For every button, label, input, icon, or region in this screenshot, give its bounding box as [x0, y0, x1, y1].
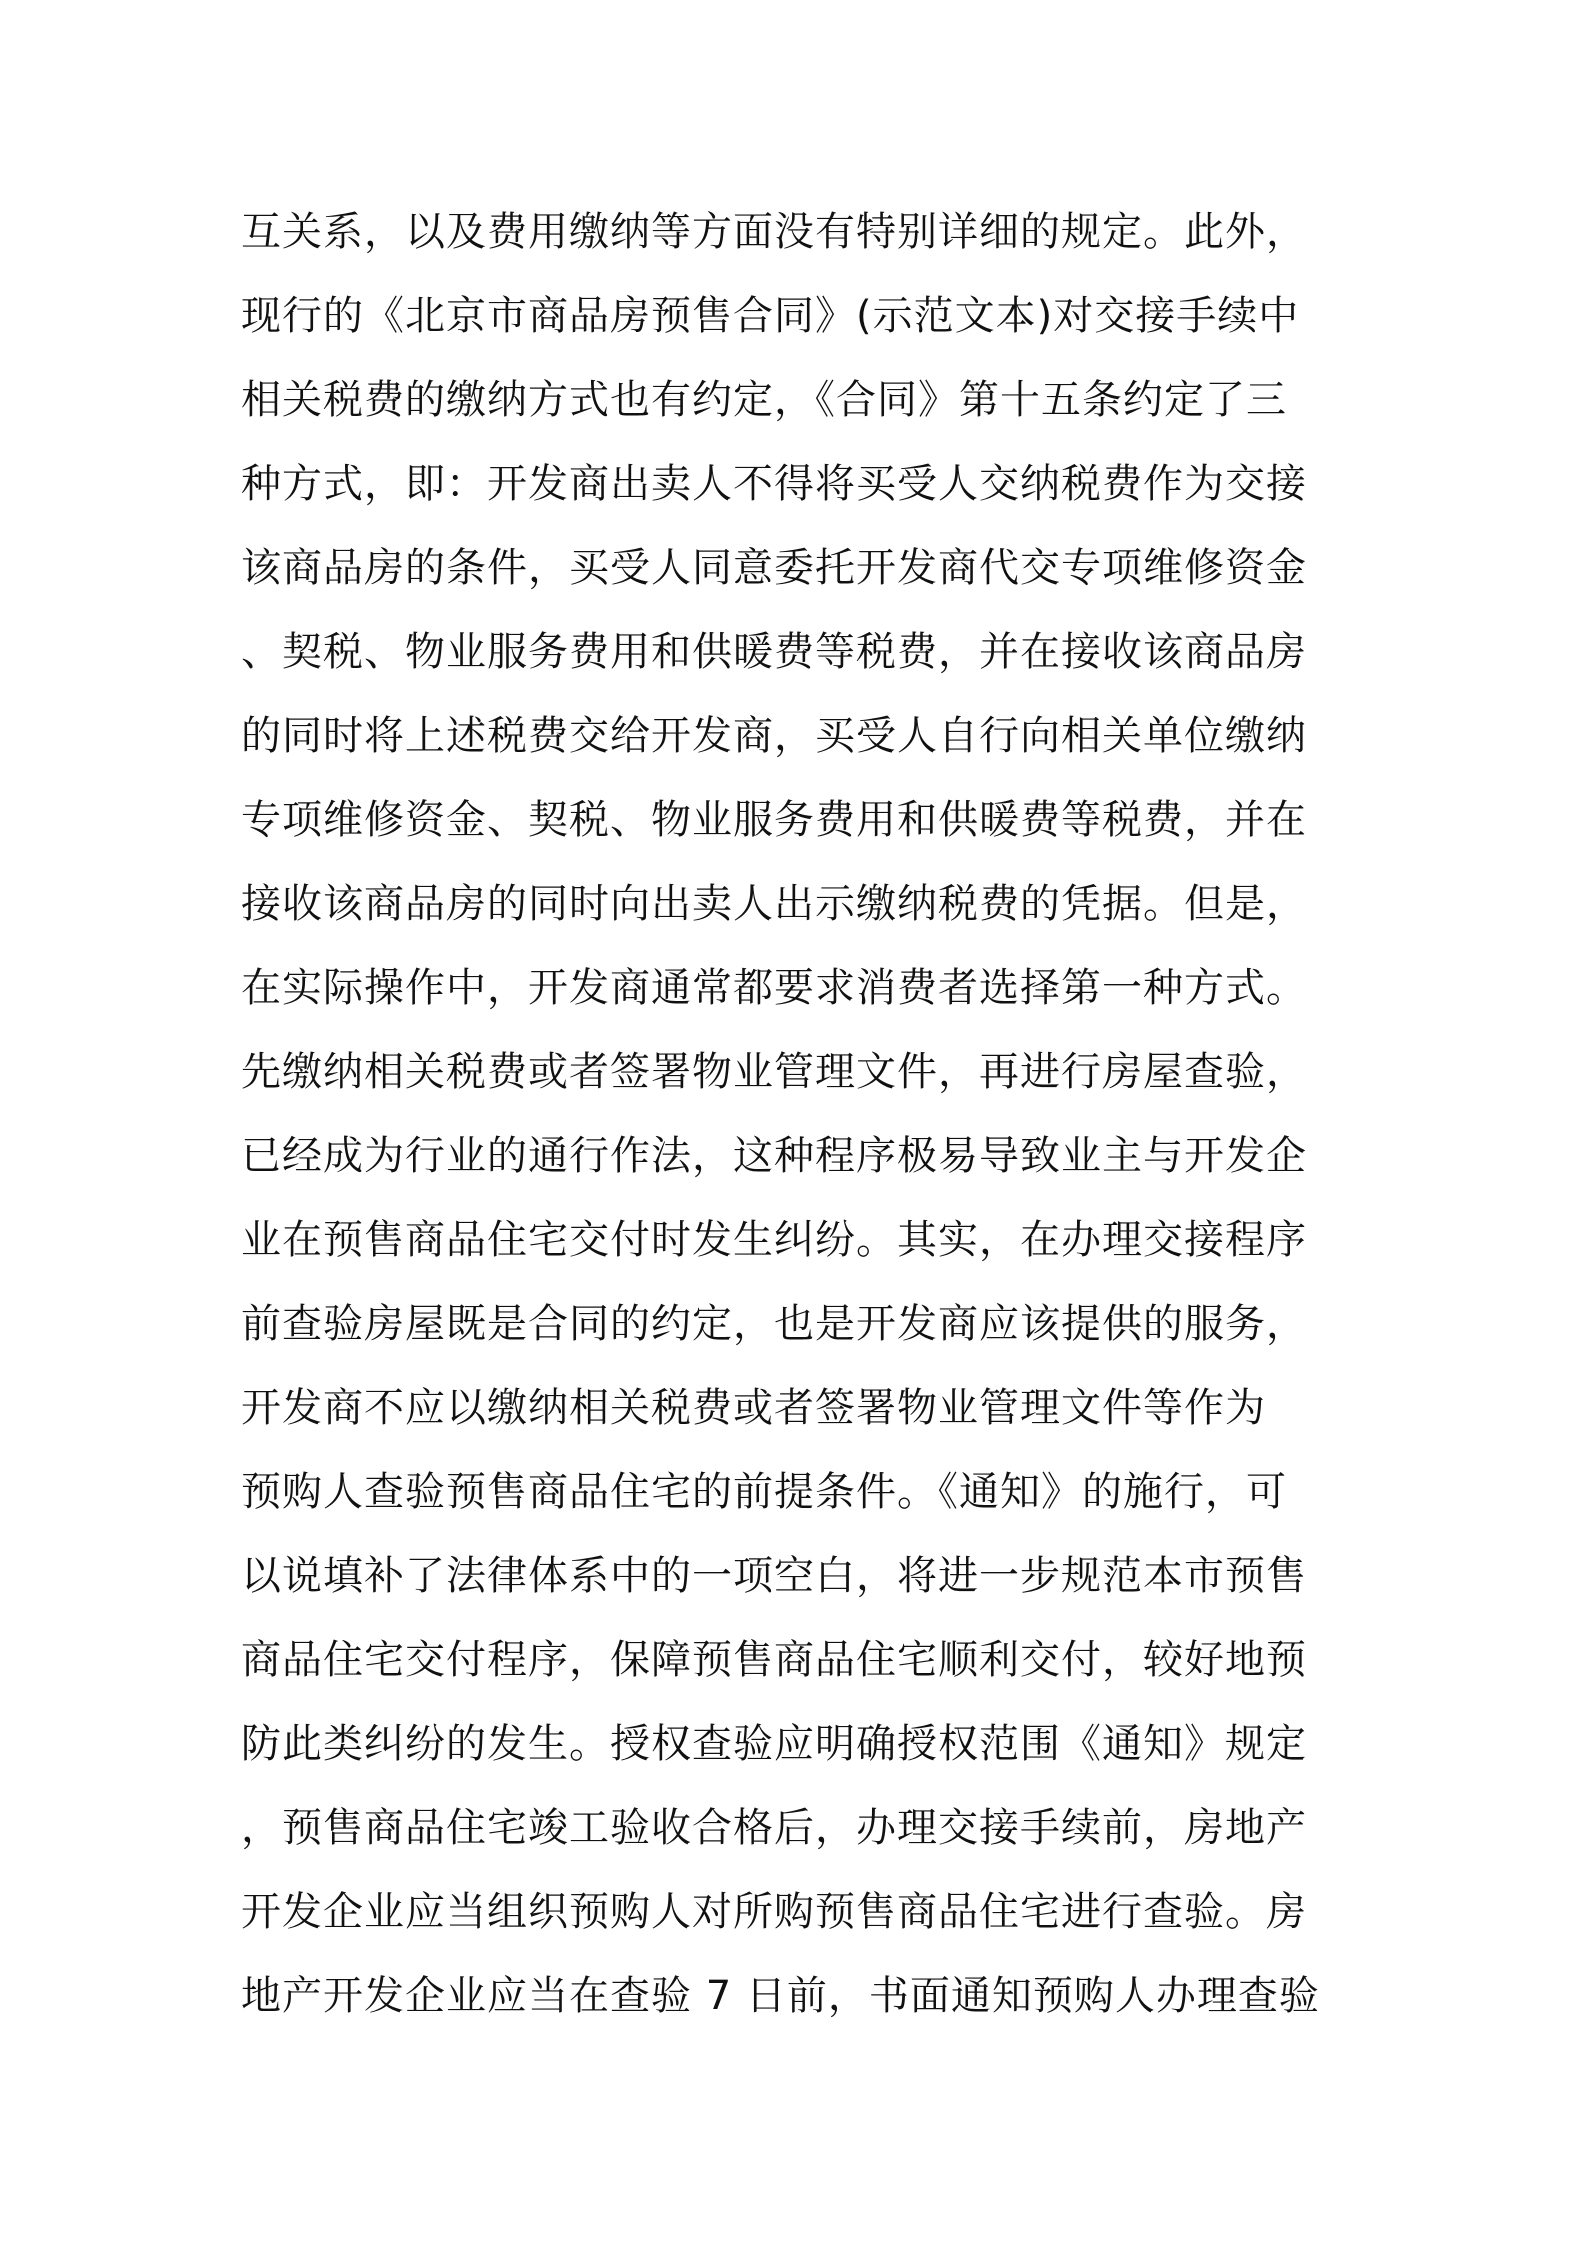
text-line: 的同时将上述税费交给开发商，买受人自行向相关单位缴纳 [241, 713, 1307, 759]
text-line: 开发商不应以缴纳相关税费或者签署物业管理文件等作为 [241, 1385, 1266, 1431]
text-line: 该商品房的条件，买受人同意委托开发商代交专项维修资金 [241, 545, 1307, 591]
text-line: 种方式，即：开发商出卖人不得将买受人交纳税费作为交接 [241, 461, 1307, 507]
text-line: 相关税费的缴纳方式也有约定，《合同》第十五条约定了三 [241, 377, 1287, 423]
text-line: 前查验房屋既是合同的约定，也是开发商应该提供的服务， [241, 1301, 1307, 1347]
text-line: 先缴纳相关税费或者签署物业管理文件，再进行房屋查验， [241, 1049, 1307, 1095]
text-line: 商品住宅交付程序，保障预售商品住宅顺利交付，较好地预 [241, 1637, 1307, 1683]
text-line: 地产开发企业应当在查验 7 日前，书面通知预购人办理查验 [241, 1973, 1320, 2019]
text-line: 预购人查验预售商品住宅的前提条件。《通知》的施行，可 [241, 1469, 1287, 1515]
text-line: 现行的《北京市商品房预售合同》(示范文本)对交接手续中 [241, 293, 1300, 339]
body-text [241, 190, 1361, 2038]
text-line: 、契税、物业服务费用和供暖费等税费，并在接收该商品房 [241, 629, 1307, 675]
text-line: ，预售商品住宅竣工验收合格后，办理交接手续前，房地产 [241, 1805, 1307, 1851]
text-line: 已经成为行业的通行作法，这种程序极易导致业主与开发企 [241, 1133, 1307, 1179]
text-line: 专项维修资金、契税、物业服务费用和供暖费等税费，并在 [241, 797, 1307, 843]
text-line: 以说填补了法律体系中的一项空白，将进一步规范本市预售 [241, 1553, 1307, 1599]
text-line: 接收该商品房的同时向出卖人出示缴纳税费的凭据。但是， [241, 881, 1307, 927]
text-line: 防此类纠纷的发生。授权查验应明确授权范围《通知》规定 [241, 1721, 1307, 1767]
text-line: 在实际操作中，开发商通常都要求消费者选择第一种方式。 [241, 965, 1307, 1011]
text-line: 开发企业应当组织预购人对所购预售商品住宅进行查验。房 [241, 1889, 1307, 1935]
text-line: 互关系，以及费用缴纳等方面没有特别详细的规定。此外， [241, 209, 1307, 255]
text-line: 业在预售商品住宅交付时发生纠纷。其实，在办理交接程序 [241, 1217, 1307, 1263]
